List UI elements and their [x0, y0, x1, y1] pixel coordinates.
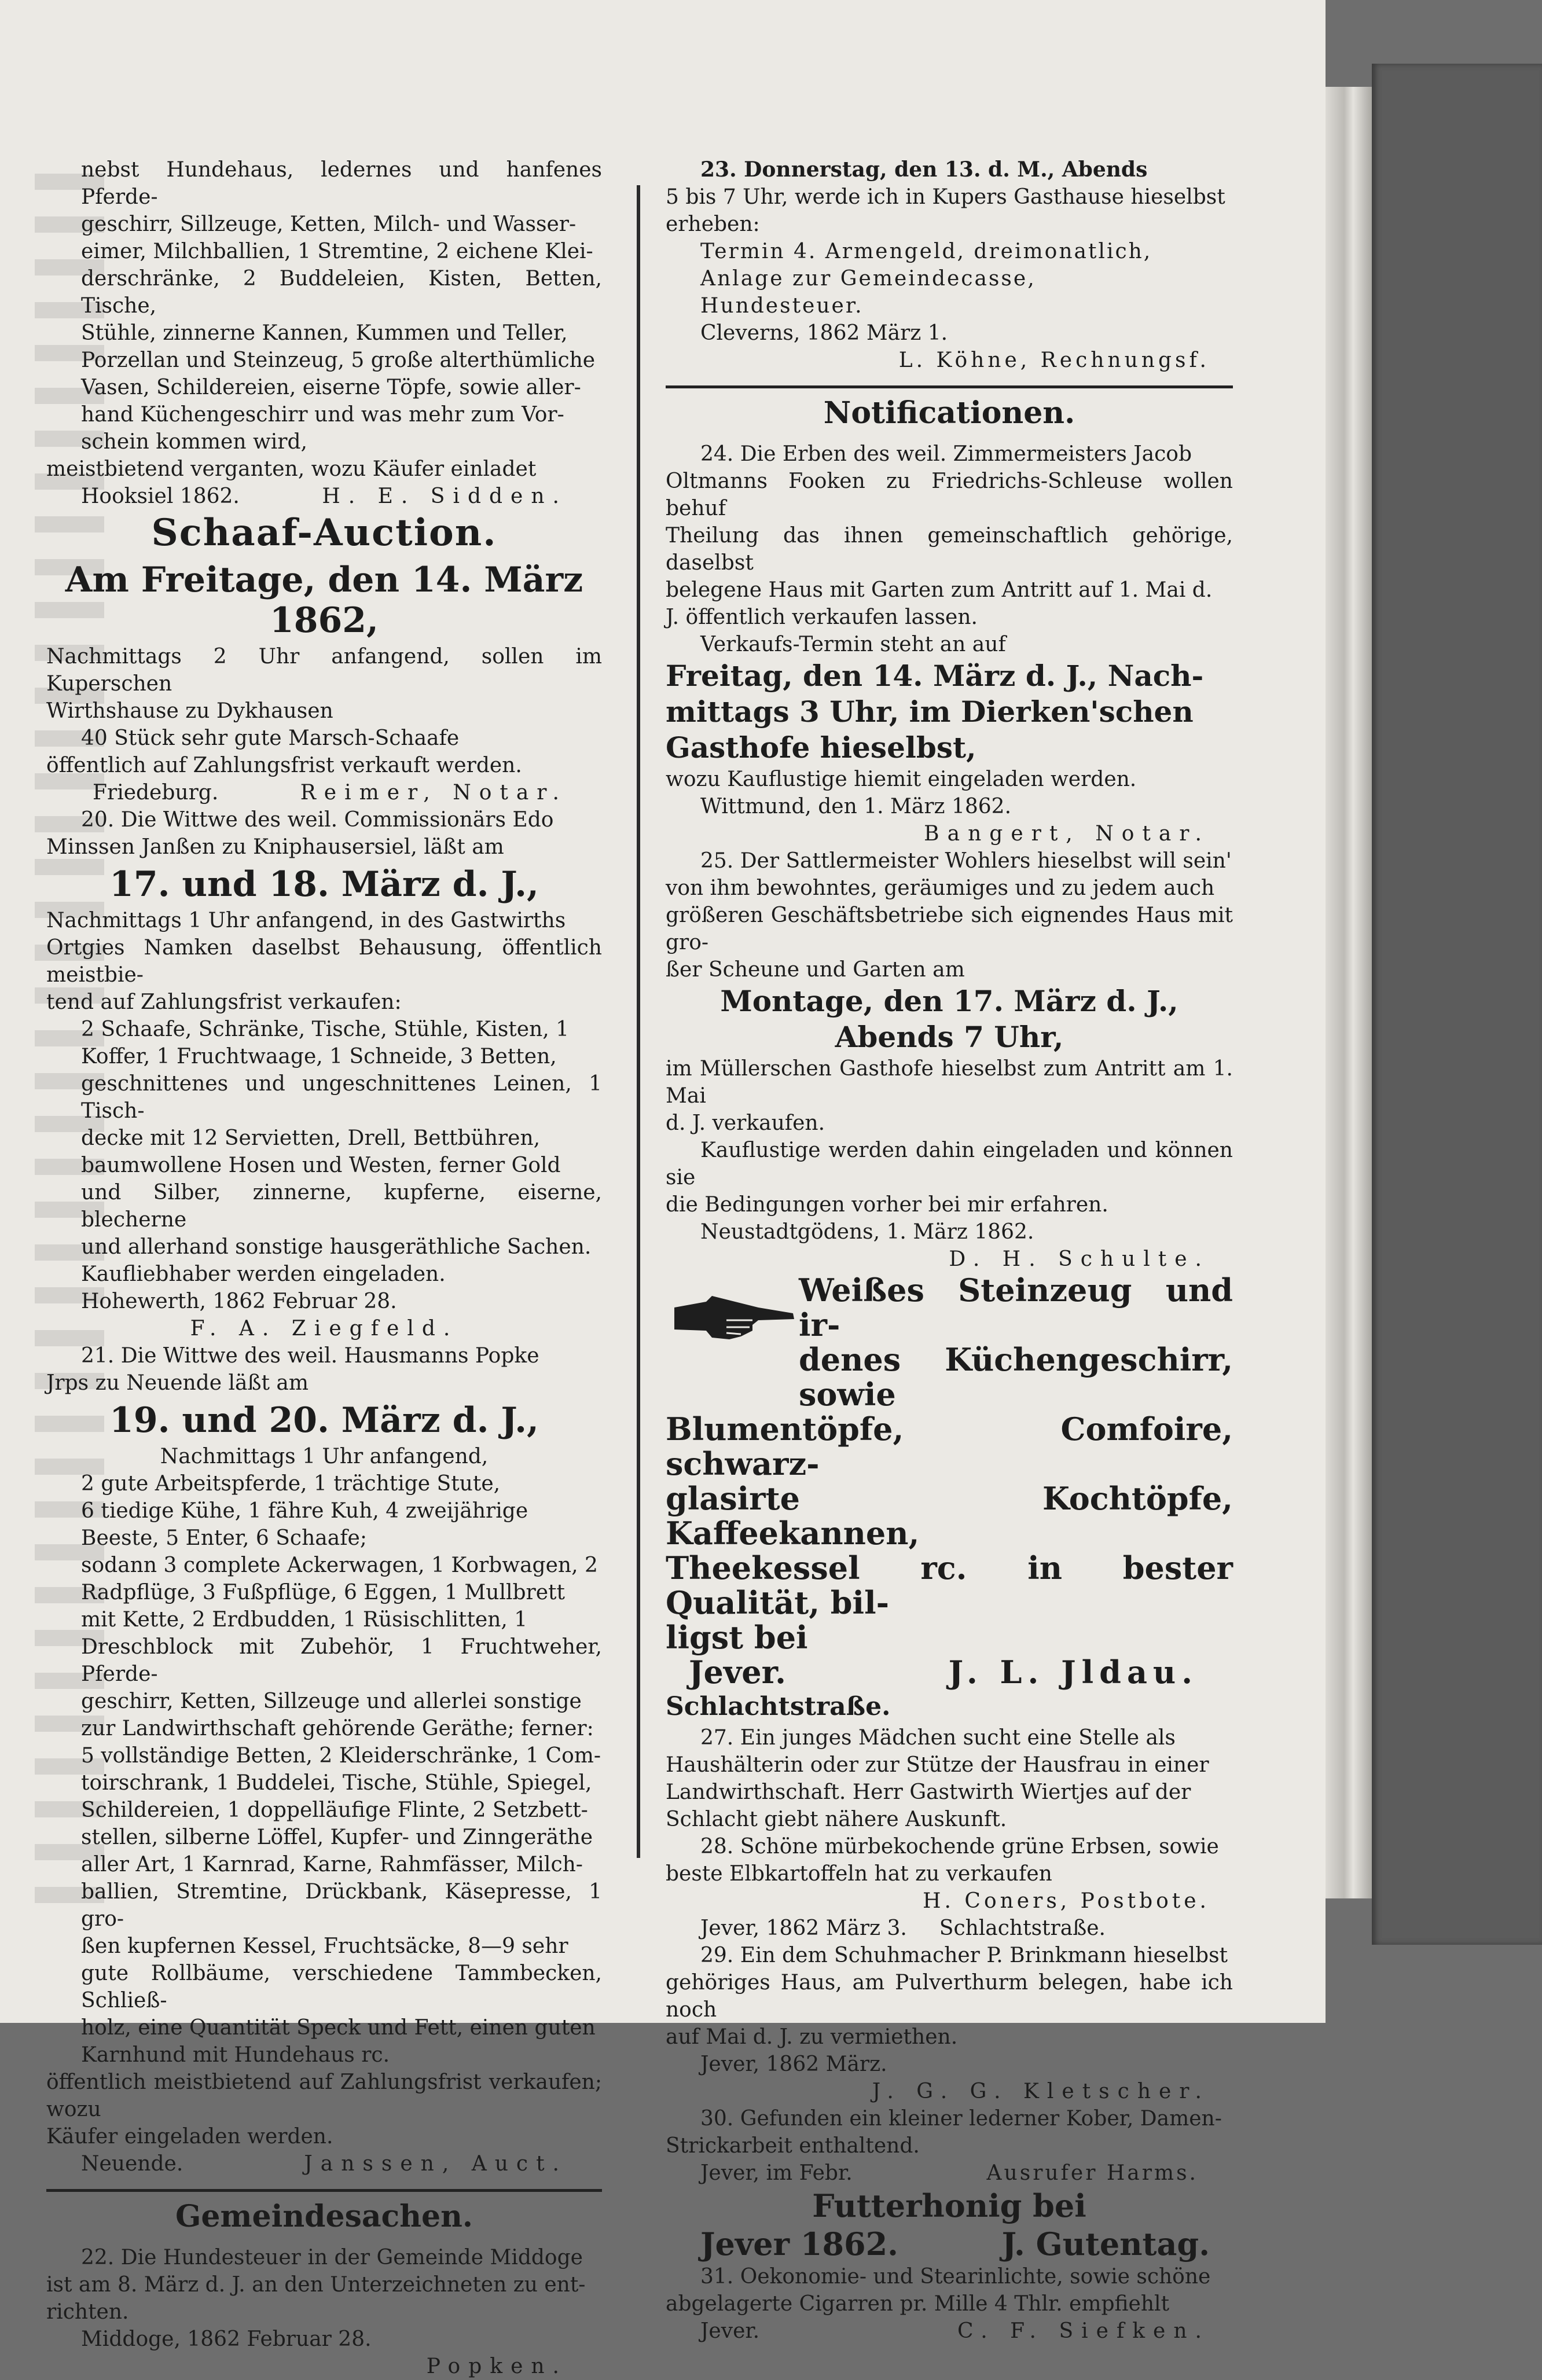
notice-title: Schaaf-Auction.	[151, 511, 497, 554]
notice-27	[666, 1724, 1233, 1833]
sign-name: D. H. Schulte.	[949, 1247, 1210, 1271]
ad-line: Weißes Steinzeug und ir-	[799, 1272, 1233, 1343]
text-line: Strickarbeit enthaltend.	[666, 2134, 920, 2158]
big-line: Gasthofe hieselbst,	[666, 730, 976, 765]
sign-place: Neuende.	[81, 2152, 183, 2176]
text-line: Ortgies Namken daselbst Behausung, öffentlich meistbie-	[46, 936, 602, 987]
text-line: belegene Haus mit Garten zum Antritt auf 1. Mai d.	[666, 578, 1213, 602]
sign-place: Jever.	[700, 2319, 760, 2343]
notice-21	[46, 1342, 602, 2177]
text-line: decke mit 12 Servietten, Drell, Bettbühren,	[81, 1126, 541, 1150]
text-line: 31. Oekonomie- und Stearinlichte, sowie schöne	[700, 2265, 1211, 2289]
signature-line	[666, 1915, 1233, 1942]
advertisement-jldau	[666, 1273, 1233, 1724]
text-line: Radpflüge, 3 Fußpflüge, 6 Eggen, 1 Mullbrett	[81, 1581, 565, 1604]
text-line: die Bedingungen vorher bei mir erfahren.	[666, 1193, 1108, 1217]
ad-line: Futterhonig bei	[812, 2187, 1086, 2224]
ad-sign	[666, 1655, 1233, 1689]
notice-date: 19. und 20. März d. J.,	[109, 1400, 539, 1441]
sign-name: L. Köhne, Rechnungsf.	[898, 348, 1210, 372]
text-line: 21. Die Wittwe des weil. Hausmanns Popke	[81, 1344, 539, 1368]
text-line: 2 Schaafe, Schränke, Tische, Stühle, Kisten, 1	[81, 1018, 570, 1041]
text-line: 23. Donnerstag, den 13. d. M., Abends	[700, 157, 1148, 182]
left-column	[46, 156, 602, 2380]
column-divider	[637, 185, 640, 1858]
big-line: Freitag, den 14. März d. J., Nach-	[666, 659, 1204, 693]
signature-line	[666, 2317, 1233, 2345]
sign-name: Janssen, Auct.	[304, 2152, 567, 2176]
sign-street: Schlachtstraße.	[939, 1916, 1106, 1940]
ad-line: denes Küchengeschirr, sowie	[799, 1341, 1233, 1413]
schaaf-auction	[46, 510, 602, 806]
text-line: auf Mai d. J. zu vermiethen.	[666, 2025, 958, 2049]
text-line: beste Elbkartoffeln hat zu verkaufen	[666, 1862, 1052, 1886]
text-line: erheben:	[666, 212, 760, 236]
text-line: stellen, silberne Löffel, Kupfer- und Zinngeräthe	[81, 1826, 593, 1849]
notice-22	[46, 2244, 602, 2380]
text-line: öffentlich auf Zahlungsfrist verkauft werden.	[46, 754, 522, 777]
text-line: ßen kupfernen Kessel, Fruchtsäcke, 8—9 sehr	[81, 1934, 568, 1958]
sign-date: Wittmund, den 1. März 1862.	[700, 795, 1012, 818]
sign-place: Jever, 1862 März 3.	[700, 1916, 907, 1940]
text-line: 28. Schöne mürbekochende grüne Erbsen, sowie	[700, 1835, 1219, 1859]
text-line: schein kommen wird,	[81, 430, 307, 454]
text-line: Dreschblock mit Zubehör, 1 Fruchtweher, Pferde-	[81, 1635, 602, 1686]
section-rule	[666, 385, 1233, 388]
text-line: Kauflustige werden dahin eingeladen und können sie	[666, 1138, 1233, 1189]
notice-23	[666, 156, 1233, 374]
text-line: holz, eine Quantität Speck und Fett, einen guten	[81, 2016, 596, 2040]
section-title: Notificationen.	[823, 395, 1075, 431]
ad-sign	[666, 2225, 1233, 2263]
section-title: Gemeindesachen.	[175, 2199, 473, 2234]
text-line: d. J. verkaufen.	[666, 1111, 825, 1135]
text-line: toirschrank, 1 Buddelei, Tische, Stühle, Spiegel,	[81, 1771, 592, 1795]
text-line: Nachmittags 2 Uhr anfangend, sollen im Kuperschen	[46, 645, 602, 696]
text-line: Kaufliebhaber werden eingeladen.	[81, 1262, 446, 1286]
text-line: abgelagerte Cigarren pr. Mille 4 Thlr. empfiehlt	[666, 2292, 1170, 2316]
list-item: Hundesteuer.	[700, 294, 864, 318]
signature-line	[46, 2150, 602, 2177]
text-line: und Silber, zinnerne, kupferne, eiserne, blecherne	[81, 1181, 602, 1232]
intro-notice	[46, 156, 602, 510]
section-rule	[46, 2189, 602, 2192]
text-line: Beeste, 5 Enter, 6 Schaafe;	[81, 1526, 367, 1550]
text-line: sodann 3 complete Ackerwagen, 1 Korbwagen, 2	[81, 1553, 598, 1577]
ad-street: Schlachtstraße.	[666, 1692, 891, 1721]
text-line: nebst Hundehaus, ledernes und hanfenes Pferde-	[81, 158, 602, 209]
text-line: 20. Die Wittwe des weil. Commissionärs Edo	[81, 808, 554, 832]
advertisement-gutentag	[666, 2187, 1233, 2263]
sign-name: F. A. Ziegfeld.	[190, 1317, 458, 1340]
sign-name: Popken.	[426, 2355, 567, 2378]
text-line: Käufer eingeladen werden.	[46, 2125, 333, 2148]
text-line: 30. Gefunden ein kleiner lederner Kober, Damen-	[700, 2107, 1222, 2131]
sign-date: Middoge, 1862 Februar 28.	[81, 2327, 372, 2351]
text-line: von ihm bewohntes, geräumiges und zu jedem auch	[666, 876, 1215, 900]
text-line: ßer Scheune und Garten am	[666, 958, 965, 982]
right-column	[666, 156, 1233, 2345]
notice-date: 17. und 18. März d. J.,	[109, 864, 539, 905]
text-line: Schlacht giebt nähere Auskunft.	[666, 1808, 1007, 1831]
list-item: Termin 4. Armengeld, dreimonatlich,	[700, 240, 1152, 263]
notice-24	[666, 440, 1233, 847]
text-line: mit Kette, 2 Erdbudden, 1 Rüsischlitten, 1	[81, 1608, 528, 1632]
text-line: Koffer, 1 Fruchtwaage, 1 Schneide, 3 Betten,	[81, 1045, 557, 1068]
text-line: Verkaufs-Termin steht an auf	[700, 633, 1006, 656]
sign-name: C. F. Siefken.	[957, 2319, 1210, 2343]
text-line: eimer, Milchballien, 1 Stremtine, 2 eichene Klei-	[81, 240, 593, 263]
text-line: Theilung das ihnen gemeinschaftlich gehörige, daselbst	[666, 524, 1233, 575]
text-line: Schildereien, 1 doppelläufige Flinte, 2 Setzbett-	[81, 1798, 588, 1822]
ad-place: Jever.	[689, 1654, 786, 1691]
text-line: geschirr, Sillzeuge, Ketten, Milch- und Wasser-	[81, 212, 577, 236]
ad-name: J. Gutentag.	[1001, 2225, 1210, 2263]
text-line: 27. Ein junges Mädchen sucht eine Stelle als	[700, 1726, 1176, 1750]
text-line: derschränke, 2 Buddeleien, Kisten, Betten, Tische,	[81, 267, 602, 318]
text-line: Karnhund mit Hundehaus rc.	[81, 2043, 390, 2067]
text-line: aller Art, 1 Karnrad, Karne, Rahmfässer, Milch-	[81, 1853, 583, 1876]
text-line: Haushälterin oder zur Stütze der Hausfrau in einer	[666, 1753, 1209, 1777]
list-item: Anlage zur Gemeindecasse,	[700, 267, 1036, 291]
text-line: Wirthshause zu Dykhausen	[46, 699, 333, 723]
sign-name: Bangert, Notar.	[924, 822, 1210, 846]
text-line: geschnittenes und ungeschnittenes Leinen, 1 Tisch-	[81, 1072, 602, 1123]
signature-line	[666, 2159, 1233, 2187]
pointing-hand-icon	[671, 1284, 799, 1354]
text-line: richten.	[46, 2300, 129, 2324]
ad-line: Blumentöpfe, Comfoire, schwarz-	[666, 1411, 1233, 1482]
text-line: 5 vollständige Betten, 2 Kleiderschränke, 1 Com-	[81, 1744, 601, 1768]
text-line: öffentlich meistbietend auf Zahlungsfrist verkaufen; wozu	[46, 2070, 602, 2121]
text-line: 25. Der Sattlermeister Wohlers hieselbst will sein'	[700, 849, 1232, 873]
sign-name: H. E. Sidden.	[322, 484, 567, 508]
ad-line: Theekessel rc. in bester Qualität, bil-	[666, 1549, 1233, 1621]
big-line: Abends 7 Uhr,	[835, 1020, 1064, 1054]
text-line: Jrps zu Neuende läßt am	[46, 1371, 309, 1395]
text-line: meistbietend verganten, wozu Käufer einladet	[46, 457, 537, 481]
text-line: Vasen, Schildereien, eiserne Töpfe, sowie aller-	[81, 376, 581, 399]
text-line: baumwollene Hosen und Westen, ferner Gold	[81, 1154, 561, 1177]
ad-line: glasirte Kochtöpfe, Kaffeekannen,	[666, 1480, 1233, 1552]
text-line: Porzellan und Steinzeug, 5 große alterthümliche	[81, 348, 596, 372]
text-line: hand Küchengeschirr und was mehr zum Vor-	[81, 403, 564, 427]
big-line: Montage, den 17. März d. J.,	[720, 984, 1178, 1018]
text-line: Minssen Janßen zu Kniphausersiel, läßt am	[46, 835, 504, 859]
notice-29	[666, 1942, 1233, 2105]
text-line: 2 gute Arbeitspferde, 1 trächtige Stute,	[81, 1472, 501, 1496]
text-line: größeren Geschäftsbetriebe sich eignendes Haus mit gro-	[666, 903, 1233, 954]
sign-place: Jever, im Febr.	[700, 2161, 853, 2185]
text-line: gehöriges Haus, am Pulverthurm belegen, habe ich noch	[666, 1971, 1233, 2022]
text-line: tend auf Zahlungsfrist verkaufen:	[46, 990, 402, 1014]
sign-date: Cleverns, 1862 März 1.	[700, 321, 948, 345]
sign-name: H. Coners, Postbote.	[923, 1889, 1210, 1913]
notice-31	[666, 2263, 1233, 2345]
sign-name: Ausrufer Harms.	[986, 2161, 1198, 2185]
text-line: Nachmittags 1 Uhr anfangend,	[160, 1445, 489, 1468]
text-line: 40 Stück sehr gute Marsch-Schaafe	[81, 726, 460, 750]
text-line: 5 bis 7 Uhr, werde ich in Kupers Gasthause hieselbst	[666, 185, 1225, 209]
text-line: 29. Ein dem Schuhmacher P. Brinkmann hieselbst	[700, 1944, 1228, 1967]
notice-28	[666, 1833, 1233, 1942]
sign-name: J. G. G. Kletscher.	[872, 2080, 1210, 2103]
text-line: Landwirthschaft. Herr Gastwirth Wiertjes auf der	[666, 1780, 1191, 1804]
signature-line	[46, 483, 602, 510]
sign-place: Friedeburg.	[93, 781, 219, 805]
sign-date: Jever, 1862 März.	[700, 2052, 887, 2076]
text-line: geschirr, Ketten, Sillzeuge und allerlei sonstige	[81, 1689, 582, 1713]
text-line: wozu Kauflustige hiemit eingeladen werden.	[666, 767, 1137, 791]
text-line: 6 tiedige Kühe, 1 fähre Kuh, 4 zweijährige	[81, 1499, 528, 1523]
sign-name: Reimer, Notar.	[300, 781, 567, 805]
sign-place: Hooksiel 1862.	[81, 484, 240, 508]
text-line: Stühle, zinnerne Kannen, Kummen und Teller,	[81, 321, 568, 345]
big-line: mittags 3 Uhr, im Dierken'schen	[666, 695, 1194, 729]
ad-line: ligst bei	[666, 1619, 808, 1656]
notice-25	[666, 847, 1233, 1273]
notice-date: Am Freitage, den 14. März 1862,	[65, 560, 583, 641]
text-line: Oltmanns Fooken zu Friedrichs-Schleuse wollen behuf	[666, 469, 1233, 520]
book-cover	[1372, 64, 1542, 1945]
ad-name: J. L. Jldau.	[948, 1654, 1198, 1691]
text-line: im Müllerschen Gasthofe hieselbst zum Antritt am 1. Mai	[666, 1057, 1233, 1108]
sign-date: Hohewerth, 1862 Februar 28.	[81, 1290, 397, 1313]
text-line: Nachmittags 1 Uhr anfangend, in des Gastwirths	[46, 909, 566, 932]
text-line: ist am 8. März d. J. an den Unterzeichneten zu ent-	[46, 2273, 586, 2297]
notice-20	[46, 806, 602, 1342]
text-line: zur Landwirthschaft gehörende Geräthe; ferner:	[81, 1717, 594, 1740]
text-line: ballien, Stremtine, Drückbank, Käsepresse, 1 gro-	[81, 1880, 602, 1931]
text-line: 22. Die Hundesteuer in der Gemeinde Middoge	[81, 2246, 583, 2269]
ad-place: Jever 1862.	[700, 2225, 898, 2263]
text-line: J. öffentlich verkaufen lassen.	[666, 605, 978, 629]
signature-line	[46, 779, 602, 806]
sign-date: Neustadtgödens, 1. März 1862.	[700, 1220, 1034, 1244]
notice-30	[666, 2105, 1233, 2187]
text-line: und allerhand sonstige hausgeräthliche Sachen.	[81, 1235, 592, 1259]
page-edge	[1326, 87, 1372, 1898]
text-line: gute Rollbäume, verschiedene Tammbecken, Schließ-	[81, 1962, 602, 2012]
text-line: 24. Die Erben des weil. Zimmermeisters Jacob	[700, 442, 1192, 466]
